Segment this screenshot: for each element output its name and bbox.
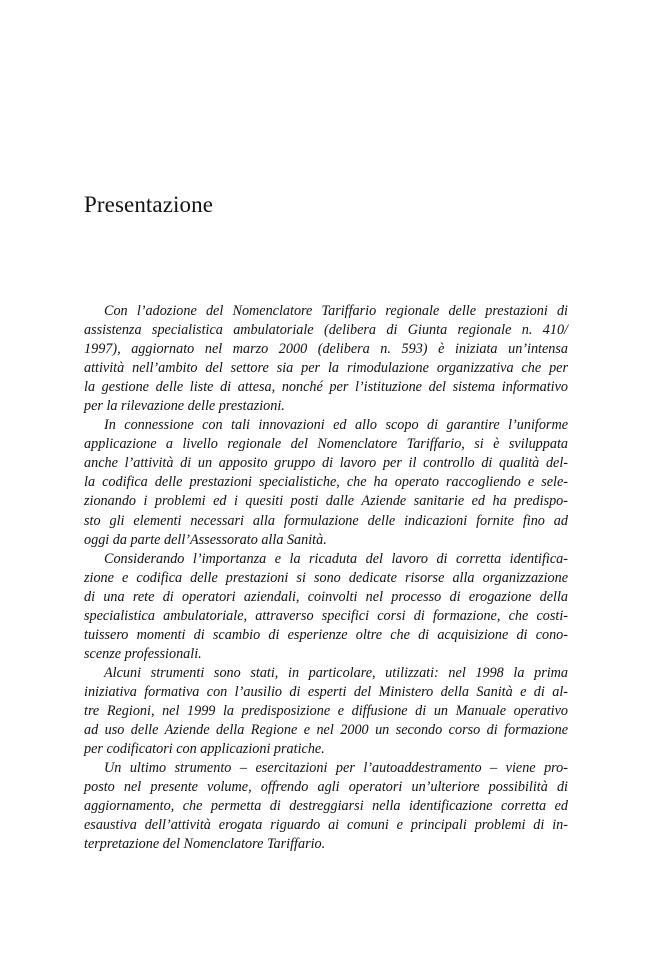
text-line: applicazione a livello regionale del Nomenclatore Tariffario, si è sviluppata <box>84 436 568 453</box>
text-line: oggi da parte dell’Assessorato alla Sanità. <box>84 531 327 548</box>
text-line: aggiornamento, che permetta di destreggiarsi nella identificazione corretta ed <box>84 798 568 815</box>
text-line: tuissero momenti di scambio di esperienze oltre che di acquisizione di cono- <box>84 626 568 643</box>
text-line: tre Regioni, nel 1999 la predisposizione e diffusione di un Manuale operativo <box>84 702 568 719</box>
text-line: 1997), aggiornato nel marzo 2000 (delibera n. 593) è iniziata un’intensa <box>84 341 568 358</box>
text-line: In connessione con tali innovazioni ed allo scopo di garantire l’uniforme <box>104 417 568 434</box>
text-line: posto nel presente volume, offrendo agli operatori un’ulteriore possibilità di <box>84 779 568 796</box>
text-line: esaustiva dell’attività erogata riguardo ai comuni e principali problemi di in- <box>84 817 568 834</box>
text-line: Alcuni strumenti sono stati, in particolare, utilizzati: nel 1998 la prima <box>104 664 568 681</box>
body-text <box>84 302 568 854</box>
text-line: per codificatori con applicazioni pratiche. <box>84 741 325 758</box>
text-line: Considerando l’importanza e la ricaduta del lavoro di corretta identifica- <box>104 550 568 567</box>
text-line: anche l’attività di un apposito gruppo di lavoro per il controllo di qualità del- <box>84 455 568 472</box>
text-line: Un ultimo strumento – esercitazioni per l’autoaddestramento – viene pro- <box>104 760 568 777</box>
text-line: iniziativa formativa con l’ausilio di esperti del Ministero della Sanità e di al- <box>84 683 568 700</box>
page-title: Presentazione <box>84 192 214 217</box>
text-line: zionando i problemi ed i quesiti posti dalle Aziende sanitarie ed ha predispo- <box>84 493 568 510</box>
paragraph-2 <box>84 416 568 549</box>
paragraph-3 <box>84 550 568 664</box>
text-line: la codifica delle prestazioni specialistiche, che ha operato raccogliendo e sele- <box>84 474 568 491</box>
text-line: di una rete di operatori aziendali, coinvolti nel processo di erogazione della <box>84 588 568 605</box>
text-line: per la rilevazione delle prestazioni. <box>84 398 285 415</box>
text-line: terpretazione del Nomenclatore Tariffario. <box>84 836 326 853</box>
text-line: scenze professionali. <box>84 645 202 662</box>
text-line: attività nell’ambito del settore sia per la rimodulazione organizzativa che per <box>84 360 568 377</box>
paragraph-4 <box>84 664 568 759</box>
text-line: assistenza specialistica ambulatoriale (delibera di Giunta regionale n. 410/ <box>84 322 568 339</box>
text-line: specialistica ambulatoriale, attraverso specifici corsi di formazione, che costi- <box>84 607 568 624</box>
text-line: ad uso delle Aziende della Regione e nel 2000 un secondo corso di formazione <box>84 722 568 739</box>
paragraph-5 <box>84 759 568 854</box>
paragraph-1 <box>84 302 568 416</box>
text-line: la gestione delle liste di attesa, nonché per l’istituzione del sistema informativo <box>84 379 568 396</box>
text-line: zione e codifica delle prestazioni si sono dedicate risorse alla organizzazione <box>84 569 568 586</box>
text-line: Con l’adozione del Nomenclatore Tariffario regionale delle prestazioni di <box>104 303 568 319</box>
text-line: sto gli elementi necessari alla formulazione delle indicazioni fornite fino ad <box>84 512 568 529</box>
